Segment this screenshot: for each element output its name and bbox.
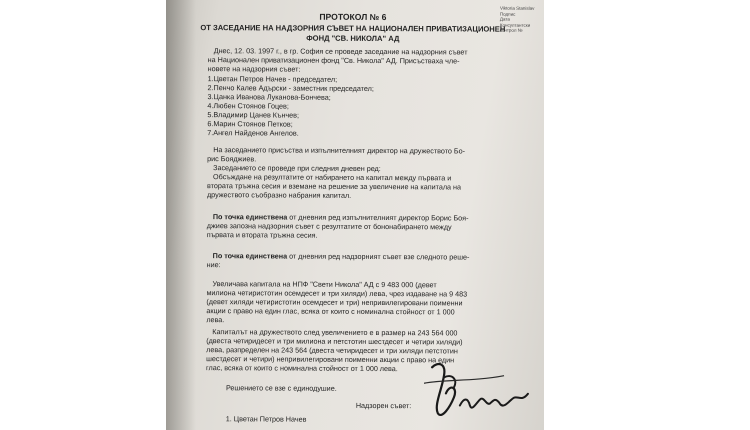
capital-total-text: шестдесет и четири) непривилегировани поименни акции с право на един [206,354,455,365]
member-item: 3.Цанка Иванова Луканова-Бончева; [207,92,331,102]
stamp-line: Консултантски [499,22,531,28]
board-label: Надзорен съвет: [355,400,412,411]
intro-line: на Национален приватизационен фонд "Св. Никола" АД. Присъстваха чле- [207,55,460,66]
document-photo [166,0,544,430]
item-heading: По точка единствена [212,251,288,261]
protocol-subtitle: ОТ ЗАСЕДАНИЕ НА НАДЗОРНИЯ СЪВЕТ НА НАЦИОНАЛЕН ПРИВАТИЗАЦИОНЕН [200,23,506,34]
report-text: джиев запозна надзорния съвет с резултатите от бононабирането между [206,221,452,232]
capital-increase-text: лева. [206,315,225,325]
stamp-line: Дата [499,16,510,22]
signer-name: 1. Цветан Петров Начев [225,414,307,424]
resolution-intro-rest: от дневния ред надзорният съвет взе следното реше- [287,251,470,262]
capital-total-text: (двеста четиридесет и три милиона и петстотин шестдесет и четири хиляди) [206,336,463,347]
capital-total-text: Капиталът на дружеството след увеличението е в размер на 243 564 000 [212,327,458,338]
agenda-text: дружеството съобразно набрания капитал. [206,190,352,200]
protocol-sheet [186,0,535,430]
item-heading: По точка единствена [212,212,288,222]
member-item: 2.Пенчо Калев Адърски - заместник председател; [207,83,374,93]
agenda-text: Заседанието се проведе при следния дневен ред: [213,163,381,174]
decision-text: Решението се взе с единодушие. [225,383,337,393]
protocol-title: ПРОТОКОЛ № 6 [319,11,387,23]
fund-name: ФОНД "СВ. НИКОЛА" АД [306,33,400,44]
stamp-line: Viktoria Stanislav [499,5,535,11]
member-item: 6.Марин Стоянов Петков; [207,119,293,129]
member-item: 5.Владимир Цанев Кънчев; [207,110,300,120]
capital-total-text: лева, разпределен на 243 564 (двеста четиридесет и три хиляди петстотин [206,345,458,356]
capital-increase-text: милиона четиристотин осемдесет и три хиляди) лева, чрез издаване на 9 483 [206,288,468,299]
member-item: 4.Любен Стоянов Гоцев; [207,101,289,111]
capital-increase-text: (девет хиляди четиристотин осемдесет и три) непривилегировани поименни [206,297,463,308]
member-item: 7.Ангел Найденов Ангелов. [207,128,299,138]
report-text-rest: от дневния ред изпълнителният директор Борис Боя- [287,212,469,223]
capital-total-text: глас, всяка от които с номинална стойност от 1 000 лева. [206,363,398,374]
agenda-text: втората тръжна сесия и вземане на решение за увеличение на капитала на [207,181,462,192]
stamp-line: Подпис [499,11,516,17]
report-text: първата и втората тръжна сесия. [206,230,318,240]
attendance-text: На заседанието присъства и изпълнителният директор на дружеството Бо- [213,145,466,156]
member-item: 1.Цветан Петров Начев - председател; [207,74,338,84]
intro-line: Днес, 12. 03. 1997 г., в гр. София се проведе заседание на надзорния съвет [213,46,468,57]
capital-increase-text: акции с право на един глас, всяка от които с номинална стойност от 1 000 [206,306,455,317]
agenda-text: Обсъждане на резултатите от набирането на капитал между първата и [213,172,452,183]
stamp-line: контрол № [499,27,523,33]
resolution-intro: ние: [206,260,221,270]
intro-line: новете на надзорния съвет: [207,64,301,74]
attendance-text: рис Бояджиев. [207,154,257,164]
capital-increase-text: Увеличава капитала на НПФ "Свети Никола" АД с 9 483 000 (девет [212,279,437,290]
resolution-intro [213,251,470,261]
handwritten-signature [424,353,534,424]
